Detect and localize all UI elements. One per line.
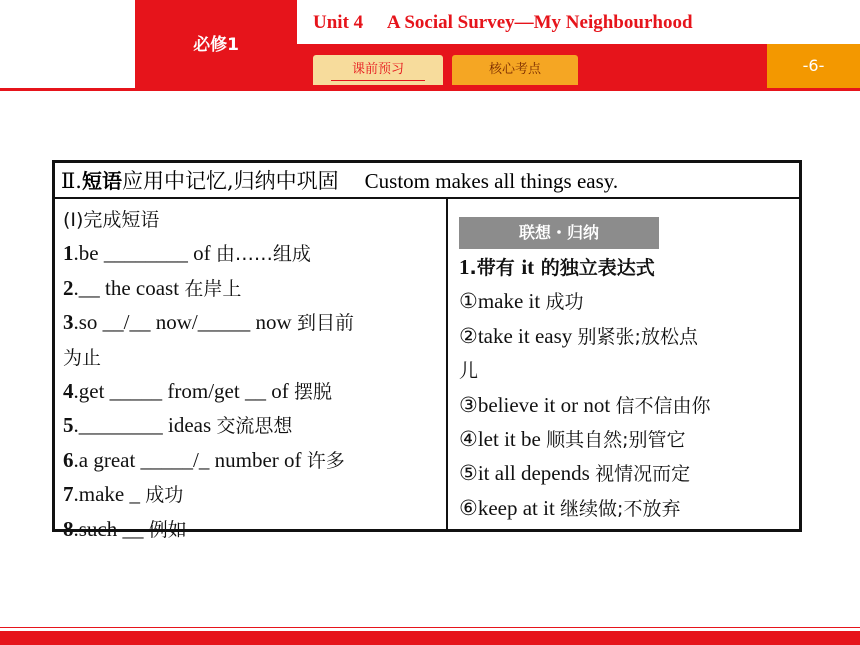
list-item: 5.________ ideas 交流思想 xyxy=(63,413,293,438)
phrase-table xyxy=(52,160,802,541)
list-item: 3.so __/__ now/_____ now 到目前 xyxy=(63,310,354,335)
list-item: ①make it 成功 xyxy=(459,289,584,314)
list-item: 2.__ the coast 在岸上 xyxy=(63,275,242,300)
footer-line xyxy=(0,627,860,628)
unit-title: Unit 4 A Social Survey—My Neighbourhood xyxy=(313,12,693,33)
right-title: 1.带有 it 的独立表达式 xyxy=(459,255,655,279)
tab-preview[interactable] xyxy=(313,55,443,85)
phrase-completion-column xyxy=(63,203,443,547)
left-title: (Ⅰ)完成短语 xyxy=(63,209,160,231)
column-divider xyxy=(446,199,448,529)
header-divider xyxy=(0,88,860,91)
heading-cn: Ⅱ.短语应用中记忆,归纳中巩固 xyxy=(61,169,339,193)
list-item: 4.get _____ from/get __ of 摆脱 xyxy=(63,379,332,404)
association-badge: 联想・归纳 xyxy=(459,217,659,249)
list-item: 为止 xyxy=(63,346,102,369)
list-item: 7.make _ 成功 xyxy=(63,482,184,507)
list-item: 儿 xyxy=(459,360,479,383)
list-item: ⑥keep at it 继续做;不放弃 xyxy=(459,495,681,520)
association-column xyxy=(459,215,794,526)
table-heading xyxy=(55,163,799,199)
tab-underline xyxy=(331,80,425,81)
header-left-blank xyxy=(0,0,135,88)
book-label: 必修1 xyxy=(193,35,239,55)
tab-key-points[interactable] xyxy=(452,55,578,85)
page-number: -6- xyxy=(767,44,860,88)
list-item: 8.such __ 例如 xyxy=(63,516,187,541)
heading-en: Custom makes all things easy. xyxy=(364,169,619,193)
list-item: ⑤it all depends 视情况而定 xyxy=(459,461,691,486)
list-item: ④let it be 顺其自然;别管它 xyxy=(459,427,686,452)
tab-preview-label: 课前预习 xyxy=(351,62,404,77)
list-item: ②take it easy 别紧张;放松点 xyxy=(459,323,698,348)
list-item: ③believe it or not 信不信由你 xyxy=(459,392,711,417)
list-item: 6.a great _____/_ number of 许多 xyxy=(63,447,345,472)
list-item: 1.be ________ of 由……组成 xyxy=(63,241,311,266)
tab-key-points-label: 核心考点 xyxy=(488,62,541,77)
footer-bar xyxy=(0,631,860,645)
